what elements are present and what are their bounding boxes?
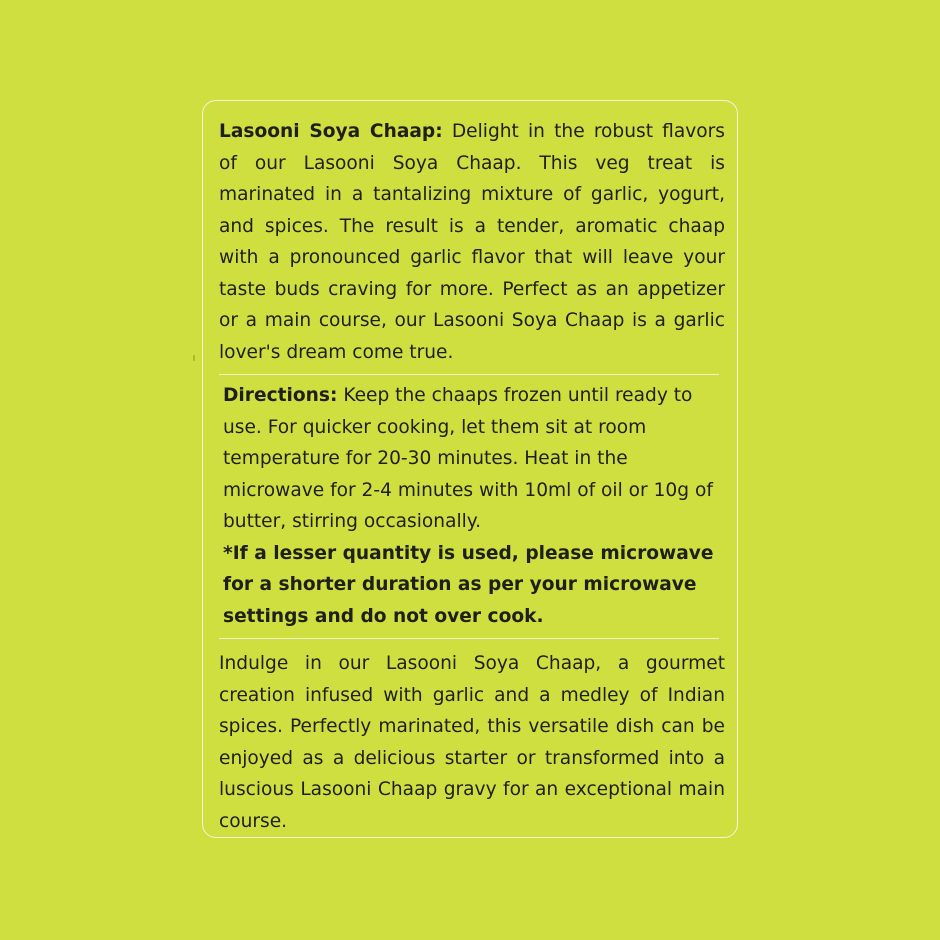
closing-section bbox=[219, 648, 725, 837]
closing-text: Indulge in our Lasooni Soya Chaap, a gourmet creation infused with garlic and a medley of Indian spices. Perfectly marinated, this versatile dish can be enjoyed as a delicious starter or transformed into a luscious Lasooni Chaap gravy for an exceptional main course. bbox=[219, 653, 725, 832]
product-description-section bbox=[219, 116, 725, 368]
product-name-label: Lasooni Soya Chaap: bbox=[219, 121, 443, 142]
microwave-warning: *If a lesser quantity is used, please microwave for a shorter duration as per your microwave settings and do not over cook. bbox=[223, 542, 714, 627]
section-divider bbox=[219, 638, 719, 639]
directions-section bbox=[223, 380, 723, 632]
print-speck bbox=[193, 355, 195, 361]
product-description-text: Delight in the robust flavors of our Lasooni Soya Chaap. This veg treat is marinated in a tantalizing mixture of garlic, yogurt, and spices. The result is a tender, aromatic chaap with a pronounced garlic flavor that will leave your taste buds craving for more. Perfect as an appetizer or a main course, our Lasooni Soya Chaap is a garlic lover's dream come true. bbox=[219, 121, 725, 363]
section-divider bbox=[219, 374, 719, 375]
info-panel bbox=[202, 100, 738, 838]
directions-text: Keep the chaaps frozen until ready to use. For quicker cooking, let them sit at room temperature for 20-30 minutes. Heat in the microwave for 2-4 minutes with 10ml of oil or 10g of butter, stirring occasionally. bbox=[223, 385, 713, 532]
directions-label: Directions: bbox=[223, 385, 338, 406]
